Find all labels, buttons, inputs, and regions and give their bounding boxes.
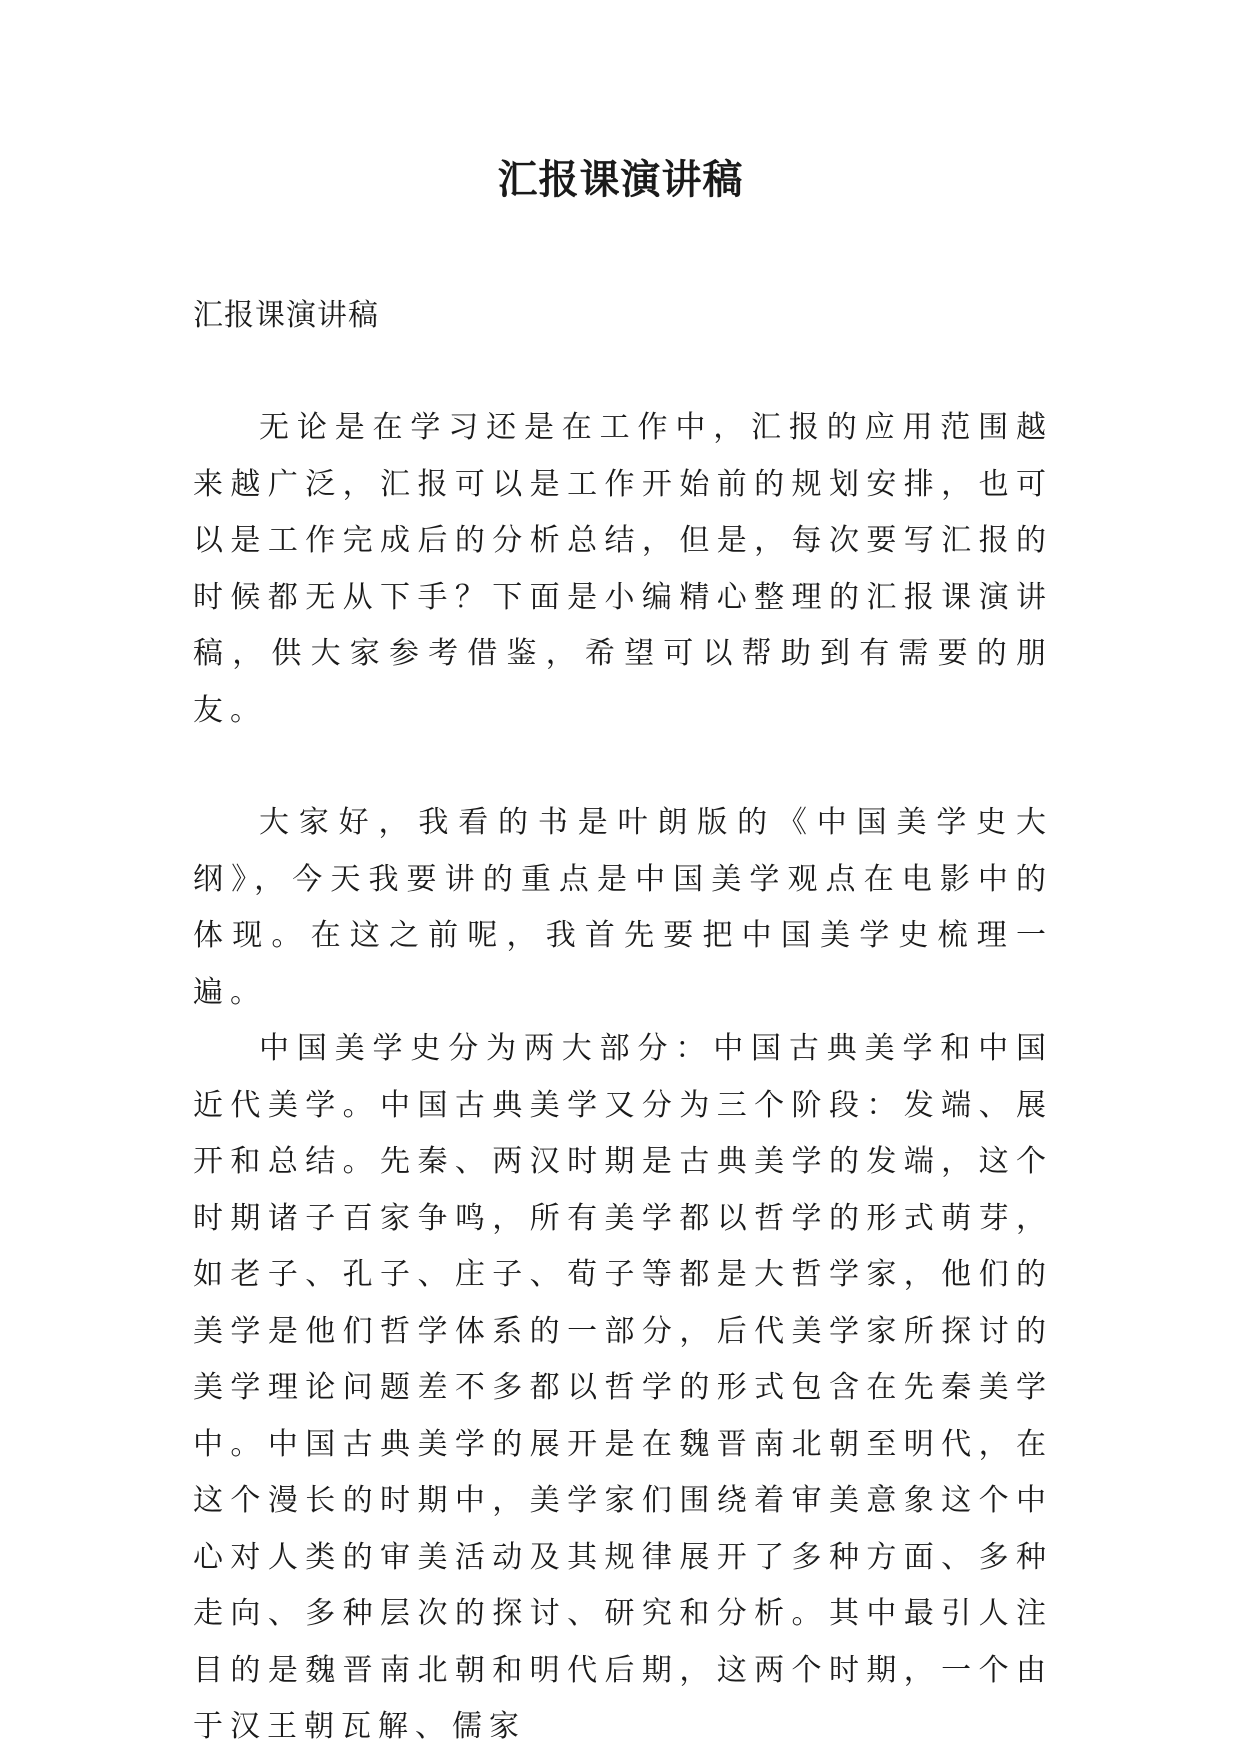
paragraph-history: 中国美学史分为两大部分：中国古典美学和中国近代美学。中国古典美学又分为三个阶段：发端、展开和总结。先秦、两汉时期是古典美学的发端，这个时期诸子百家争鸣，所有美学都以哲学的形式萌芽，如老子、孔子、庄子、荀子等都是大哲学家，他们的美学是他们哲学体系的一部分，后代美学家所探讨的美学理论问题差不多都以哲学的形式包含在先秦美学中。中国古典美学的展开是在魏晋南北朝至明代，在这个漫长的时期中，美学家们围绕着审美意象这个中心对人类的审美活动及其规律展开了多种方面、多种走向、多种层次的探讨、研究和分析。其中最引人注目的是魏晋南北朝和明代后期，这两个时期，一个由于汉王朝瓦解、儒家: [193, 1031, 1053, 1744]
document-body: [193, 288, 1053, 1756]
paragraph-intro: 无论是在学习还是在工作中，汇报的应用范围越来越广泛，汇报可以是工作开始前的规划安排，也可以是工作完成后的分析总结，但是，每次要写汇报的时候都无从下手？下面是小编精心整理的汇报课演讲稿，供大家参考借鉴，希望可以帮助到有需要的朋友。: [193, 410, 1053, 728]
document-subtitle: 汇报课演讲稿: [193, 298, 379, 333]
document-title: 汇报课演讲稿: [497, 156, 744, 203]
paragraph-greeting: 大家好，我看的书是叶朗版的《中国美学史大纲》，今天我要讲的重点是中国美学观点在电影中的体现。在这之前呢，我首先要把中国美学史梳理一遍。: [193, 805, 1053, 1010]
